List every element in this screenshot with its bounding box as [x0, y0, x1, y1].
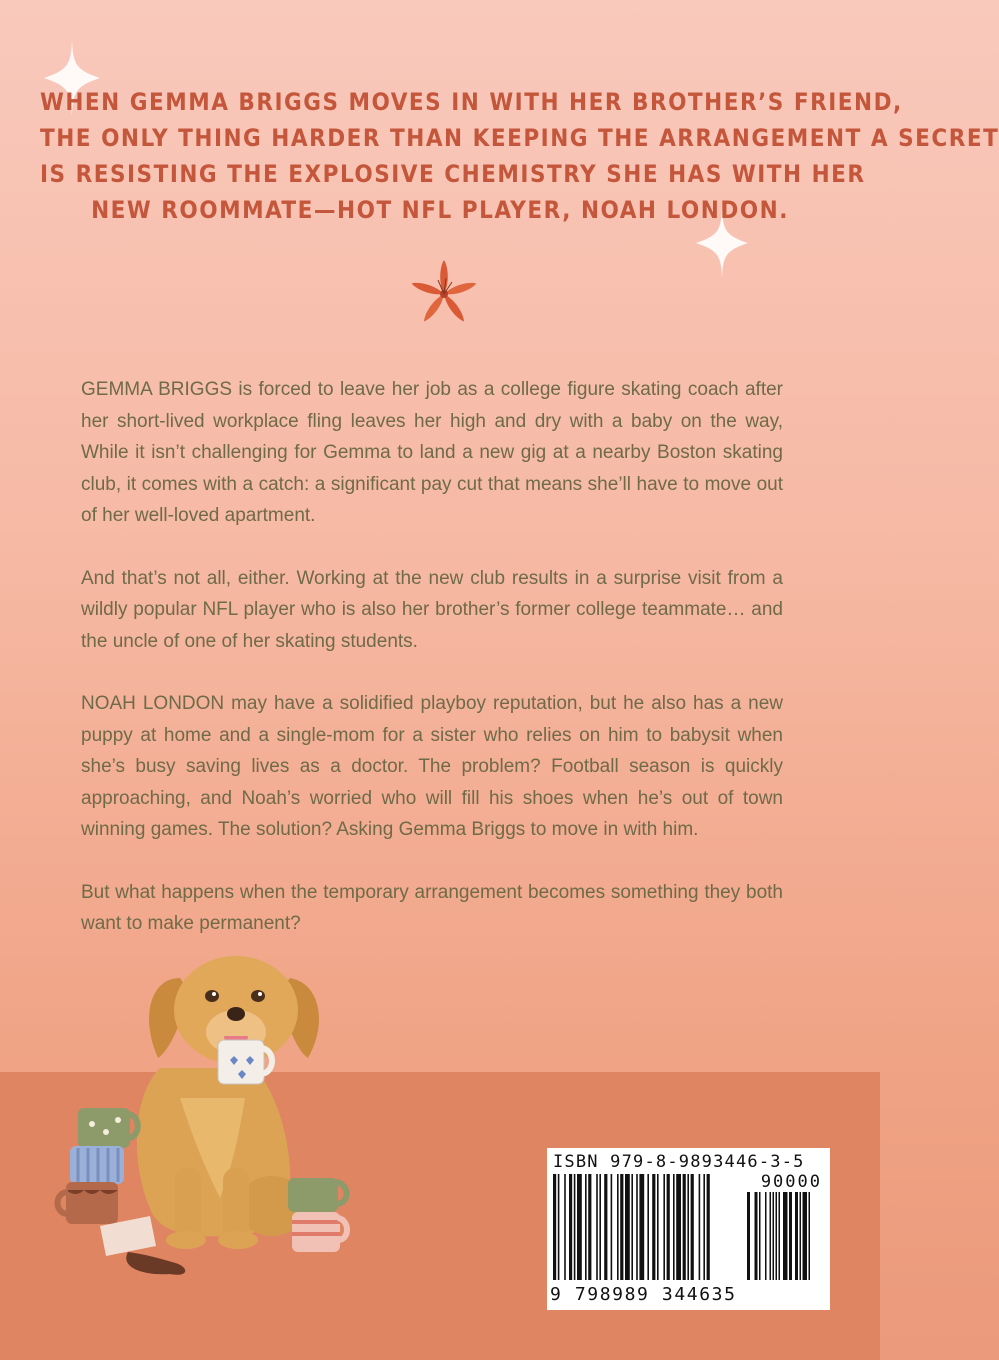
- barcode-bar: [569, 1174, 572, 1280]
- tagline-line: NEW ROOMMATE—HOT NFL PLAYER, NOAH LONDON.: [91, 196, 789, 224]
- barcode-bar: [604, 1174, 607, 1280]
- barcode-bar: [588, 1174, 591, 1280]
- price-code: 90000: [760, 1172, 822, 1192]
- barcode-bar: [620, 1174, 623, 1280]
- barcode-bar: [553, 1174, 556, 1280]
- addon-bar: [773, 1192, 775, 1280]
- addon-bar: [747, 1192, 750, 1280]
- addon-bar: [795, 1192, 798, 1280]
- barcode-bar: [667, 1174, 670, 1280]
- addon-bar: [789, 1192, 792, 1280]
- tagline-line: IS RESISTING THE EXPLOSIVE CHEMISTRY SHE HAS WITH HER: [40, 160, 866, 188]
- addon-bar: [759, 1192, 761, 1280]
- tagline: [40, 84, 999, 228]
- blurb-paragraph: NOAH LONDON may have a solidified playboy reputation, but he also has a new puppy at home and a single-mom for a sister who relies on him to babysit when she’s busy saving lives as a doctor. The problem? Football season is quickly approaching, and Noah’s worried who will fill his shoes when he’s out of town winning games. The solution? Asking Gemma Briggs to move in with him.: [81, 693, 783, 840]
- addon-bar: [765, 1192, 767, 1280]
- ean-digits: 9 798989 344635: [550, 1284, 737, 1305]
- addon-bar: [755, 1192, 758, 1280]
- barcode-bar: [673, 1174, 675, 1280]
- barcode-bar: [647, 1174, 649, 1280]
- barcode-bar: [611, 1174, 613, 1280]
- addon-bar: [783, 1192, 788, 1280]
- barcode-bar: [657, 1174, 659, 1280]
- barcode-bar: [639, 1174, 644, 1280]
- tagline-line: THE ONLY THING HARDER THAN KEEPING THE ARRANGEMENT A SECRET: [40, 124, 999, 152]
- tagline-line: WHEN GEMMA BRIGGS MOVES IN WITH HER BROTHER’S FRIEND,: [40, 88, 903, 116]
- lily-flower-icon: [408, 258, 480, 334]
- isbn-label: ISBN 979-8-9893446-3-5: [553, 1152, 805, 1172]
- barcode-bar: [663, 1174, 665, 1280]
- barcode-bar: [574, 1174, 576, 1280]
- barcode-bar: [699, 1174, 701, 1280]
- barcode-bar: [707, 1174, 710, 1280]
- barcode-bars: [551, 1170, 826, 1284]
- addon-bar: [779, 1192, 781, 1280]
- addon-bar: [770, 1192, 772, 1280]
- addon-bar: [800, 1192, 802, 1280]
- barcode-bar: [691, 1174, 694, 1280]
- blurb-paragraph: And that’s not all, either. Working at the new club results in a surprise visit from a wildly popular NFL player who is also her brother’s former college teammate… and the uncle of one of her skating students.: [81, 567, 783, 652]
- addon-bar: [809, 1192, 811, 1280]
- barcode: [547, 1148, 830, 1310]
- barcode-bar: [564, 1174, 566, 1280]
- barcode-bar: [625, 1174, 630, 1280]
- blurb: [81, 374, 783, 971]
- barcode-bar: [687, 1174, 689, 1280]
- barcode-bar: [585, 1174, 587, 1280]
- blurb-paragraph: But what happens when the temporary arrangement becomes something they both want to make permanent?: [81, 881, 783, 934]
- blurb-paragraph: GEMMA BRIGGS is forced to leave her job as a college figure skating coach after her short-lived workplace fling leaves her high and dry with a baby on the way, While it isn’t challenging for Gemma to land a new gig at a nearby Boston skating club, it comes with a catch: a significant pay cut that means she’ll have to move out of her well-loved apartment.: [81, 379, 783, 526]
- barcode-bar: [652, 1174, 655, 1280]
- barcode-bar: [558, 1174, 560, 1280]
- barcode-bar: [631, 1174, 633, 1280]
- barcode-bar: [617, 1174, 619, 1280]
- barcode-bar: [636, 1174, 638, 1280]
- addon-bar: [776, 1192, 778, 1280]
- barcode-bar: [683, 1174, 686, 1280]
- barcode-bar: [599, 1174, 601, 1280]
- addon-bar: [803, 1192, 808, 1280]
- barcode-bar: [676, 1174, 681, 1280]
- barcode-bar: [596, 1174, 598, 1280]
- golden-retriever-illustration: [40, 948, 370, 1288]
- barcode-bar: [703, 1174, 705, 1280]
- barcode-bar: [577, 1174, 582, 1280]
